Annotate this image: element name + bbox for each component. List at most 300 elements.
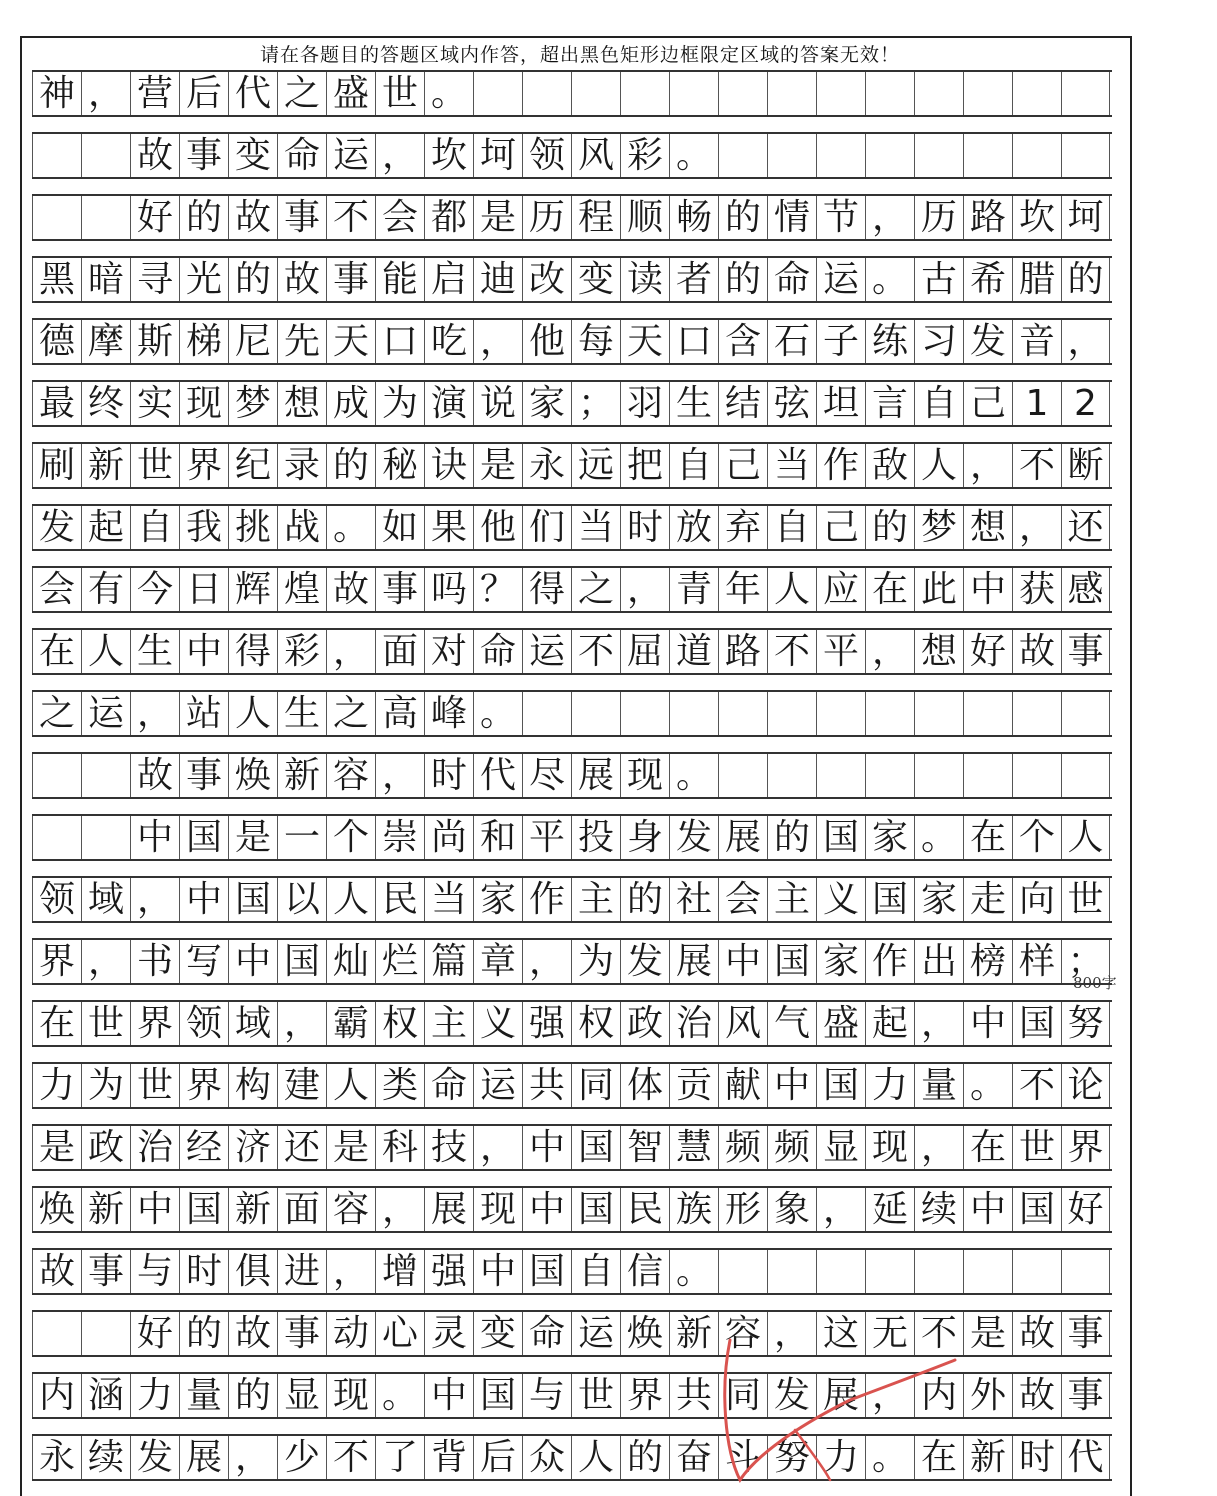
essay-cell: 故 <box>1012 1374 1061 1417</box>
essay-cell <box>1012 72 1061 115</box>
essay-cell: 得 <box>228 630 277 673</box>
essay-cell: 运 <box>816 258 865 301</box>
essay-cell: 故 <box>1012 1312 1061 1355</box>
essay-cell: 故 <box>1012 630 1061 673</box>
essay-cell: 煌 <box>277 568 326 611</box>
essay-cell: 涵 <box>81 1374 130 1417</box>
essay-cell: 国 <box>179 816 228 859</box>
essay-cell <box>81 196 130 239</box>
essay-cell: 量 <box>914 1064 963 1107</box>
essay-cell: 人 <box>767 568 816 611</box>
teacher-red-check-mark <box>700 1330 960 1490</box>
essay-cell: 续 <box>914 1188 963 1231</box>
essay-cell: 界 <box>1061 1126 1110 1169</box>
essay-cell: 音 <box>1012 320 1061 363</box>
essay-cell <box>1061 134 1110 177</box>
essay-cell: ， <box>522 940 571 983</box>
essay-cell: 的 <box>179 1312 228 1355</box>
essay-cell: ， <box>130 878 179 921</box>
essay-cell: ， <box>816 1188 865 1231</box>
essay-cell: 发 <box>767 1374 816 1417</box>
essay-cell: 发 <box>130 1436 179 1479</box>
essay-cell: 代 <box>1061 1436 1110 1479</box>
essay-cell: ， <box>81 940 130 983</box>
essay-cell: 权 <box>375 1002 424 1045</box>
essay-cell: 面 <box>375 630 424 673</box>
essay-cell: 在 <box>963 816 1012 859</box>
essay-cell: 我 <box>179 506 228 549</box>
essay-cell: ， <box>326 1250 375 1293</box>
word-count-marker: 800字 <box>1073 974 1117 992</box>
essay-cell: 世 <box>130 1064 179 1107</box>
essay-cell: 故 <box>326 568 375 611</box>
essay-cell: 战 <box>277 506 326 549</box>
essay-cell: 代 <box>473 754 522 797</box>
essay-cell: 国 <box>865 878 914 921</box>
essay-cell: 代 <box>228 72 277 115</box>
essay-row <box>32 504 1112 551</box>
essay-cell: 发 <box>963 320 1012 363</box>
essay-cell: 命 <box>767 258 816 301</box>
essay-cell: 。 <box>473 692 522 735</box>
essay-cell: 作 <box>865 940 914 983</box>
essay-cell: 梯 <box>179 320 228 363</box>
essay-cell: 历 <box>522 196 571 239</box>
essay-cell <box>1061 754 1110 797</box>
essay-cell: 不 <box>326 1436 375 1479</box>
essay-cell: 他 <box>522 320 571 363</box>
essay-row <box>32 690 1112 737</box>
essay-cell: 辉 <box>228 568 277 611</box>
essay-cell: 。 <box>424 72 473 115</box>
essay-cell: 畅 <box>669 196 718 239</box>
essay-cell: 演 <box>424 382 473 425</box>
essay-cell: 变 <box>228 134 277 177</box>
essay-cell: 当 <box>767 444 816 487</box>
essay-cell: 不 <box>914 1312 963 1355</box>
essay-cell: 故 <box>32 1250 81 1293</box>
essay-cell: 最 <box>32 382 81 425</box>
essay-cell: 起 <box>81 506 130 549</box>
essay-cell: 好 <box>1061 1188 1110 1231</box>
essay-cell: 在 <box>32 1002 81 1045</box>
essay-cell: 中 <box>424 1374 473 1417</box>
essay-cell: 风 <box>571 134 620 177</box>
essay-cell: 作 <box>816 444 865 487</box>
essay-cell: 诀 <box>424 444 473 487</box>
essay-cell: 启 <box>424 258 473 301</box>
essay-cell: 写 <box>179 940 228 983</box>
essay-cell: 国 <box>179 1188 228 1231</box>
essay-cell: 尽 <box>522 754 571 797</box>
essay-cell <box>620 692 669 735</box>
essay-cell: 德 <box>32 320 81 363</box>
essay-cell: 动 <box>326 1312 375 1355</box>
essay-cell: 社 <box>669 878 718 921</box>
essay-cell: 焕 <box>228 754 277 797</box>
essay-cell: ， <box>228 1436 277 1479</box>
essay-cell: 显 <box>277 1374 326 1417</box>
essay-row <box>32 256 1112 303</box>
essay-cell: ， <box>767 1312 816 1355</box>
essay-cell: 主 <box>571 878 620 921</box>
essay-cell: 事 <box>81 1250 130 1293</box>
essay-cell <box>32 816 81 859</box>
essay-cell: 榜 <box>963 940 1012 983</box>
essay-cell: 坎 <box>1012 196 1061 239</box>
essay-cell: 己 <box>963 382 1012 425</box>
essay-cell: 外 <box>963 1374 1012 1417</box>
essay-cell: 和 <box>473 816 522 859</box>
essay-cell <box>914 1250 963 1293</box>
essay-cell: 人 <box>1061 816 1110 859</box>
essay-cell: 神 <box>32 72 81 115</box>
essay-row <box>32 132 1112 179</box>
essay-cell: 中 <box>963 1002 1012 1045</box>
essay-cell: 展 <box>424 1188 473 1231</box>
essay-cell <box>1061 1250 1110 1293</box>
essay-cell: 故 <box>130 754 179 797</box>
essay-cell <box>1061 692 1110 735</box>
essay-cell: 远 <box>571 444 620 487</box>
essay-cell: 站 <box>179 692 228 735</box>
essay-cell: ， <box>277 1002 326 1045</box>
essay-cell: 中 <box>718 940 767 983</box>
essay-cell: 当 <box>571 506 620 549</box>
essay-cell: 读 <box>620 258 669 301</box>
essay-cell: 续 <box>81 1436 130 1479</box>
essay-cell: 的 <box>767 816 816 859</box>
essay-cell: 界 <box>32 940 81 983</box>
essay-cell <box>963 134 1012 177</box>
essay-cell: 量 <box>179 1374 228 1417</box>
essay-cell: 中 <box>522 1126 571 1169</box>
essay-cell: 的 <box>718 196 767 239</box>
essay-cell: 每 <box>571 320 620 363</box>
essay-cell: 变 <box>473 1312 522 1355</box>
essay-cell: 世 <box>130 444 179 487</box>
essay-cell: 此 <box>914 568 963 611</box>
essay-cell: 年 <box>718 568 767 611</box>
essay-cell: 面 <box>277 1188 326 1231</box>
essay-cell: 纪 <box>228 444 277 487</box>
essay-cell <box>32 1312 81 1355</box>
essay-cell: 运 <box>326 134 375 177</box>
essay-cell <box>767 134 816 177</box>
essay-cell: 同 <box>718 1374 767 1417</box>
essay-cell: 时 <box>179 1250 228 1293</box>
essay-cell: 事 <box>277 1312 326 1355</box>
essay-cell: 气 <box>767 1002 816 1045</box>
essay-cell <box>718 692 767 735</box>
essay-cell: 济 <box>228 1126 277 1169</box>
essay-cell: 族 <box>669 1188 718 1231</box>
essay-cell: ， <box>130 692 179 735</box>
essay-cell: 展 <box>816 1374 865 1417</box>
essay-cell: 运 <box>522 630 571 673</box>
essay-cell: 事 <box>277 196 326 239</box>
essay-cell: 生 <box>277 692 326 735</box>
essay-cell: 节 <box>816 196 865 239</box>
essay-cell: 权 <box>571 1002 620 1045</box>
essay-cell: 历 <box>914 196 963 239</box>
essay-cell: 故 <box>228 1312 277 1355</box>
essay-cell: ， <box>1012 506 1061 549</box>
essay-cell <box>473 72 522 115</box>
essay-cell: 摩 <box>81 320 130 363</box>
essay-cell: 是 <box>228 816 277 859</box>
essay-cell: 构 <box>228 1064 277 1107</box>
essay-cell: 高 <box>375 692 424 735</box>
essay-cell: 终 <box>81 382 130 425</box>
essay-cell: 增 <box>375 1250 424 1293</box>
essay-cell: 发 <box>32 506 81 549</box>
essay-cell: 故 <box>228 196 277 239</box>
essay-cell: 力 <box>130 1374 179 1417</box>
essay-cell: 不 <box>767 630 816 673</box>
essay-cell: 新 <box>228 1188 277 1231</box>
essay-cell: 出 <box>914 940 963 983</box>
essay-cell: 都 <box>424 196 473 239</box>
essay-cell: 尼 <box>228 320 277 363</box>
essay-row <box>32 1062 1112 1109</box>
essay-cell: 他 <box>473 506 522 549</box>
essay-cell: 现 <box>865 1126 914 1169</box>
essay-cell: 口 <box>375 320 424 363</box>
essay-cell: 展 <box>179 1436 228 1479</box>
essay-cell: 信 <box>620 1250 669 1293</box>
essay-cell: 领 <box>522 134 571 177</box>
essay-cell: 强 <box>522 1002 571 1045</box>
essay-cell: 向 <box>1012 878 1061 921</box>
essay-cell: 家 <box>816 940 865 983</box>
essay-cell: 中 <box>179 878 228 921</box>
essay-cell: 好 <box>963 630 1012 673</box>
essay-cell: 力 <box>32 1064 81 1107</box>
essay-row <box>32 566 1112 613</box>
essay-cell: 习 <box>914 320 963 363</box>
essay-cell: 人 <box>571 1436 620 1479</box>
essay-cell: 当 <box>424 878 473 921</box>
essay-cell: 运 <box>81 692 130 735</box>
essay-cell: 是 <box>473 196 522 239</box>
essay-cell: ， <box>963 444 1012 487</box>
essay-cell: 故 <box>130 134 179 177</box>
essay-cell: 永 <box>32 1436 81 1479</box>
essay-cell: 自 <box>571 1250 620 1293</box>
essay-cell: 路 <box>718 630 767 673</box>
essay-cell: 灿 <box>326 940 375 983</box>
essay-cell: 献 <box>718 1064 767 1107</box>
essay-cell: 焕 <box>620 1312 669 1355</box>
essay-cell: 发 <box>620 940 669 983</box>
essay-cell: 命 <box>277 134 326 177</box>
essay-cell: ， <box>81 72 130 115</box>
essay-cell: 频 <box>718 1126 767 1169</box>
essay-cell: 样 <box>1012 940 1061 983</box>
essay-cell: 人 <box>914 444 963 487</box>
essay-cell: ， <box>375 134 424 177</box>
essay-cell: 事 <box>375 568 424 611</box>
essay-cell <box>865 692 914 735</box>
essay-cell: 贡 <box>669 1064 718 1107</box>
essay-cell: 暗 <box>81 258 130 301</box>
essay-cell: 秘 <box>375 444 424 487</box>
essay-cell: 后 <box>473 1436 522 1479</box>
essay-row <box>32 938 1112 985</box>
essay-cell: 以 <box>277 878 326 921</box>
essay-cell: 弦 <box>767 382 816 425</box>
essay-cell: 新 <box>669 1312 718 1355</box>
essay-cell: ， <box>865 630 914 673</box>
essay-cell: 一 <box>277 816 326 859</box>
essay-cell: 努 <box>1061 1002 1110 1045</box>
essay-cell: 人 <box>228 692 277 735</box>
essay-cell: 中 <box>963 568 1012 611</box>
essay-cell: 家 <box>865 816 914 859</box>
essay-cell: 事 <box>326 258 375 301</box>
essay-row <box>32 752 1112 799</box>
essay-cell: 进 <box>277 1250 326 1293</box>
essay-cell: 共 <box>669 1374 718 1417</box>
essay-cell: 容 <box>326 1188 375 1231</box>
essay-cell: 起 <box>865 1002 914 1045</box>
essay-cell: 者 <box>669 258 718 301</box>
essay-cell <box>963 1250 1012 1293</box>
essay-cell: 国 <box>816 816 865 859</box>
essay-cell: 领 <box>179 1002 228 1045</box>
essay-row <box>32 1124 1112 1171</box>
essay-cell: 好 <box>130 1312 179 1355</box>
essay-cell: 盛 <box>326 72 375 115</box>
essay-cell: 国 <box>571 1126 620 1169</box>
essay-cell: 这 <box>816 1312 865 1355</box>
essay-cell <box>81 134 130 177</box>
essay-cell: 家 <box>522 382 571 425</box>
essay-cell: ？ <box>473 568 522 611</box>
essay-cell: 梦 <box>914 506 963 549</box>
essay-cell: 人 <box>326 878 375 921</box>
essay-cell: 感 <box>1061 568 1110 611</box>
essay-cell: 路 <box>963 196 1012 239</box>
essay-cell: 的 <box>228 1374 277 1417</box>
essay-cell: 新 <box>963 1436 1012 1479</box>
essay-cell: 己 <box>718 444 767 487</box>
essay-cell: 实 <box>130 382 179 425</box>
essay-cell: 命 <box>522 1312 571 1355</box>
essay-cell: 慧 <box>669 1126 718 1169</box>
essay-cell: 中 <box>130 1188 179 1231</box>
essay-cell: ， <box>1061 320 1110 363</box>
essay-cell: 有 <box>81 568 130 611</box>
essay-cell: 与 <box>522 1374 571 1417</box>
essay-cell: 篇 <box>424 940 473 983</box>
essay-cell: 风 <box>718 1002 767 1045</box>
essay-cell: ， <box>473 320 522 363</box>
essay-cell: 营 <box>130 72 179 115</box>
essay-cell: 在 <box>865 568 914 611</box>
essay-cell: 个 <box>1012 816 1061 859</box>
essay-cell: 之 <box>32 692 81 735</box>
essay-cell: 努 <box>767 1436 816 1479</box>
essay-cell: 先 <box>277 320 326 363</box>
essay-cell: 口 <box>669 320 718 363</box>
essay-cell: 中 <box>767 1064 816 1107</box>
essay-cell: 了 <box>375 1436 424 1479</box>
essay-cell: 技 <box>424 1126 473 1169</box>
essay-cell <box>865 134 914 177</box>
essay-cell <box>914 692 963 735</box>
essay-cell: 会 <box>32 568 81 611</box>
essay-cell: 人 <box>326 1064 375 1107</box>
essay-cell: 还 <box>277 1126 326 1169</box>
essay-cell: 国 <box>277 940 326 983</box>
essay-cell: 个 <box>326 816 375 859</box>
essay-cell: 世 <box>1061 878 1110 921</box>
essay-cell: 体 <box>620 1064 669 1107</box>
essay-cell: 新 <box>81 444 130 487</box>
essay-cell: 希 <box>963 258 1012 301</box>
essay-cell: 政 <box>81 1126 130 1169</box>
essay-cell: 是 <box>963 1312 1012 1355</box>
essay-cell: 含 <box>718 320 767 363</box>
essay-cell: 顺 <box>620 196 669 239</box>
essay-cell: 腊 <box>1012 258 1061 301</box>
essay-row <box>32 380 1112 427</box>
essay-cell: 内 <box>914 1374 963 1417</box>
essay-cell: ， <box>865 1374 914 1417</box>
essay-cell: 域 <box>81 878 130 921</box>
essay-cell: 。 <box>669 134 718 177</box>
essay-cell <box>767 1250 816 1293</box>
essay-cell: 2 <box>1061 382 1110 425</box>
essay-row <box>32 1186 1112 1233</box>
essay-cell: 彩 <box>277 630 326 673</box>
essay-cell: 在 <box>32 630 81 673</box>
essay-cell: 好 <box>130 196 179 239</box>
essay-cell: 梦 <box>228 382 277 425</box>
essay-cell: 自 <box>130 506 179 549</box>
essay-cell: 发 <box>669 816 718 859</box>
essay-cell: 治 <box>130 1126 179 1169</box>
essay-cell <box>81 754 130 797</box>
essay-cell <box>620 72 669 115</box>
essay-cell: 书 <box>130 940 179 983</box>
answer-area-notice: 请在各题目的答题区域内作答，超出黑色矩形边框限定区域的答案无效！ <box>259 44 900 66</box>
essay-cell: 国 <box>1012 1002 1061 1045</box>
essay-cell: 后 <box>179 72 228 115</box>
essay-row <box>32 442 1112 489</box>
essay-cell: 黑 <box>32 258 81 301</box>
essay-cell <box>865 754 914 797</box>
essay-cell <box>718 1250 767 1293</box>
essay-cell: 应 <box>816 568 865 611</box>
essay-cell: 尚 <box>424 816 473 859</box>
essay-cell: 的 <box>228 258 277 301</box>
essay-cell: 平 <box>522 816 571 859</box>
essay-cell: 斯 <box>130 320 179 363</box>
essay-cell: 放 <box>669 506 718 549</box>
essay-cell: 经 <box>179 1126 228 1169</box>
essay-cell: 内 <box>32 1374 81 1417</box>
essay-cell: 果 <box>424 506 473 549</box>
essay-cell <box>1012 692 1061 735</box>
essay-cell: 形 <box>718 1188 767 1231</box>
essay-cell: 界 <box>620 1374 669 1417</box>
essay-cell: 焕 <box>32 1188 81 1231</box>
essay-cell: 民 <box>620 1188 669 1231</box>
essay-cell <box>865 1250 914 1293</box>
